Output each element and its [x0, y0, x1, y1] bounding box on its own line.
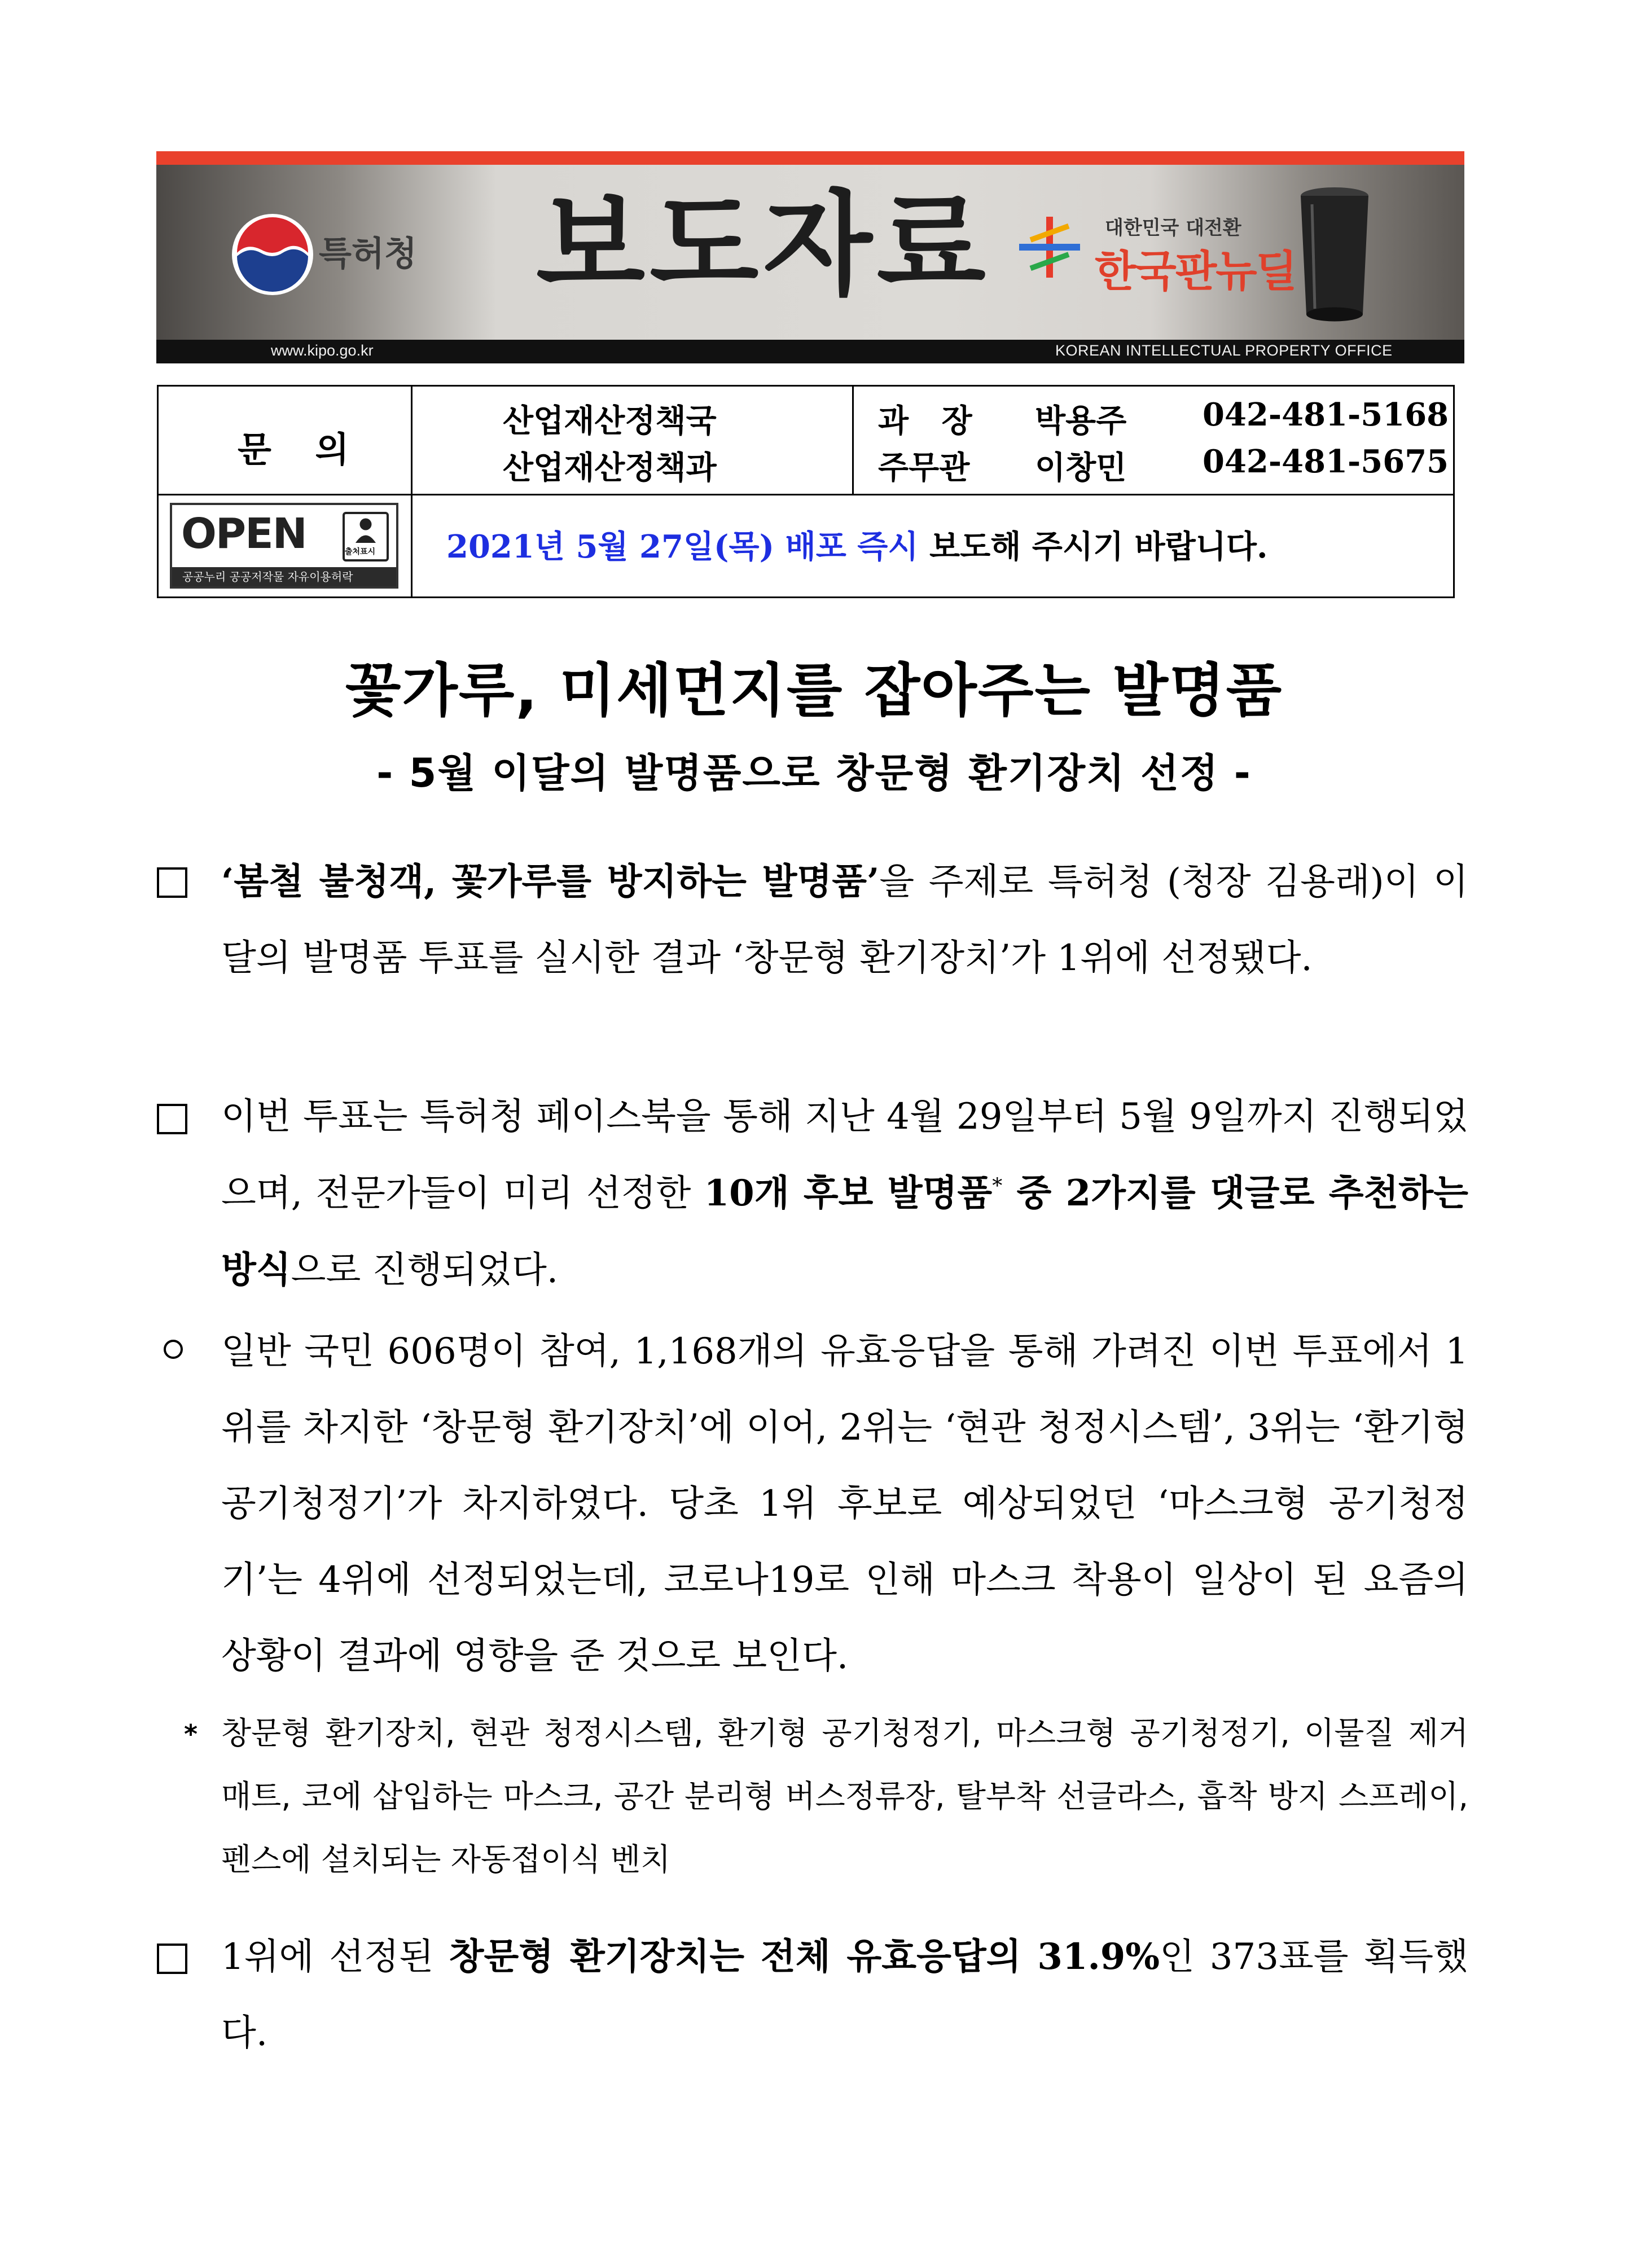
- office-name: KOREAN INTELLECTUAL PROPERTY OFFICE: [1055, 342, 1393, 359]
- paragraph-4-text: 1위에 선정된: [221, 1936, 449, 1978]
- contact-role: 주무관: [878, 449, 970, 486]
- open-license-subtext: 공공누리 공공저작물 자유이용허락: [182, 570, 353, 584]
- paragraph-2-emphasis: 10개 후보 발명품: [704, 1172, 993, 1214]
- banner-artifact-image: [1292, 182, 1377, 328]
- paragraph-3: 일반 국민 606명이 참여, 1,168개의 유효응답을 통해 가려진 이번 투표에서 1위를 차지한 ‘창문형 환기장치’에 이어, 2위는 ‘현관 청정시스템’, 3위는 ‘환기형 공기청정기’가 차지하였다. 당초 1위 후보로 예상되었던 ‘마스크형 공기청정기’는 4위에 선정되었는데, 코로나19로 인해 마스크 착용이 일상이 된 요즘의 상황이 결과에 영향을 준 것으로 보인다.: [221, 1331, 1468, 1677]
- release-notice: [446, 522, 1267, 567]
- table-divider: [159, 494, 1453, 495]
- paragraph-4: [221, 1919, 1468, 2072]
- inquiry-label: 문 의: [238, 429, 365, 470]
- attribution-label: 출처표시: [345, 547, 376, 556]
- checkbox-bullet-icon: [157, 867, 187, 898]
- open-license-wordmark: OPEN: [181, 510, 306, 558]
- website-url[interactable]: www.kipo.go.kr: [271, 342, 374, 359]
- checkbox-bullet-icon: [157, 1944, 187, 1974]
- table-divider: [411, 494, 413, 598]
- release-instruction: 보도해 주시기 바랍니다.: [918, 528, 1268, 565]
- contact-table: [157, 385, 1455, 598]
- paragraph-1-emphasis: ‘봄철 불청객, 꽃가루를 방지하는 발명품’: [221, 861, 880, 903]
- headline-title: 꽃가루, 미세먼지를 잡아주는 발명품: [345, 657, 1283, 725]
- paragraph-4-emphasis: 창문형 환기장치는 전체 유효응답의: [449, 1936, 1038, 1978]
- paragraph-2-text: 이번 투표는 특허청 페이스북을 통해 지난 4월 29일부터 5월 9일까지 진행되었으며, 전문가들이 미리 선정한: [221, 1096, 1468, 1214]
- paragraph-2: [221, 1079, 1468, 1309]
- circle-bullet-icon: [164, 1340, 183, 1359]
- release-date: 2021년 5월 27일(목) 배포 즉시: [446, 528, 919, 565]
- paragraph-1: [221, 844, 1468, 997]
- new-deal-title: 한국판뉴딜: [1095, 246, 1297, 296]
- headline-subtitle: - 5월 이달의 발명품으로 창문형 환기장치 선정 -: [376, 750, 1252, 796]
- contact-phone: 042-481-5168: [1203, 396, 1449, 433]
- contact-name: 이창민: [1035, 449, 1127, 486]
- checkbox-bullet-icon: [157, 1104, 187, 1134]
- contact-name: 박용주: [1035, 402, 1127, 440]
- new-deal-logo-icon: [1016, 213, 1083, 281]
- candidate-footnote: 창문형 환기장치, 현관 청정시스템, 환기형 공기청정기, 마스크형 공기청정기, 이물질 제거 매트, 코에 삽입하는 마스크, 공간 분리형 버스정류장, 탈부착 선글라스, 흡착 방지 스프레이, 펜스에 설치되는 자동접이식 벤치: [221, 1715, 1468, 1877]
- paragraph-4-percent: 31.9%: [1037, 1936, 1160, 1978]
- department-division: 산업재산정책과: [503, 449, 717, 486]
- table-divider: [852, 387, 854, 494]
- banner-top-stripe: [156, 151, 1464, 165]
- paragraph-4-text-end: 인 373표를 획득했다.: [221, 1936, 1468, 2054]
- org-name: 특허청: [319, 234, 417, 274]
- department-bureau: 산업재산정책국: [503, 402, 717, 440]
- paragraph-2-text-end: 으로 진행되었다.: [291, 1249, 559, 1291]
- contact-role: 과 장: [878, 402, 972, 440]
- paragraph-2-emphasis-2: 중 2가지를 댓글로 추천하는 방식: [221, 1172, 1468, 1291]
- open-license-badge: [170, 503, 398, 589]
- government-emblem-icon: [230, 212, 315, 297]
- table-divider: [411, 387, 413, 494]
- paragraph-1-text: 을 주제로 특허청 (청장 김용래)이 이달의 발명품 투표를 실시한 결과 ‘창문형 환기장치’가 1위에 선정됐다.: [221, 861, 1468, 979]
- footnote-mark: *: [992, 1174, 1003, 1198]
- asterisk-icon: *: [184, 1719, 198, 1749]
- contact-phone: 042-481-5675: [1203, 443, 1449, 480]
- new-deal-tagline: 대한민국 대전환: [1105, 217, 1241, 239]
- press-release-title: 보도자료: [536, 179, 990, 311]
